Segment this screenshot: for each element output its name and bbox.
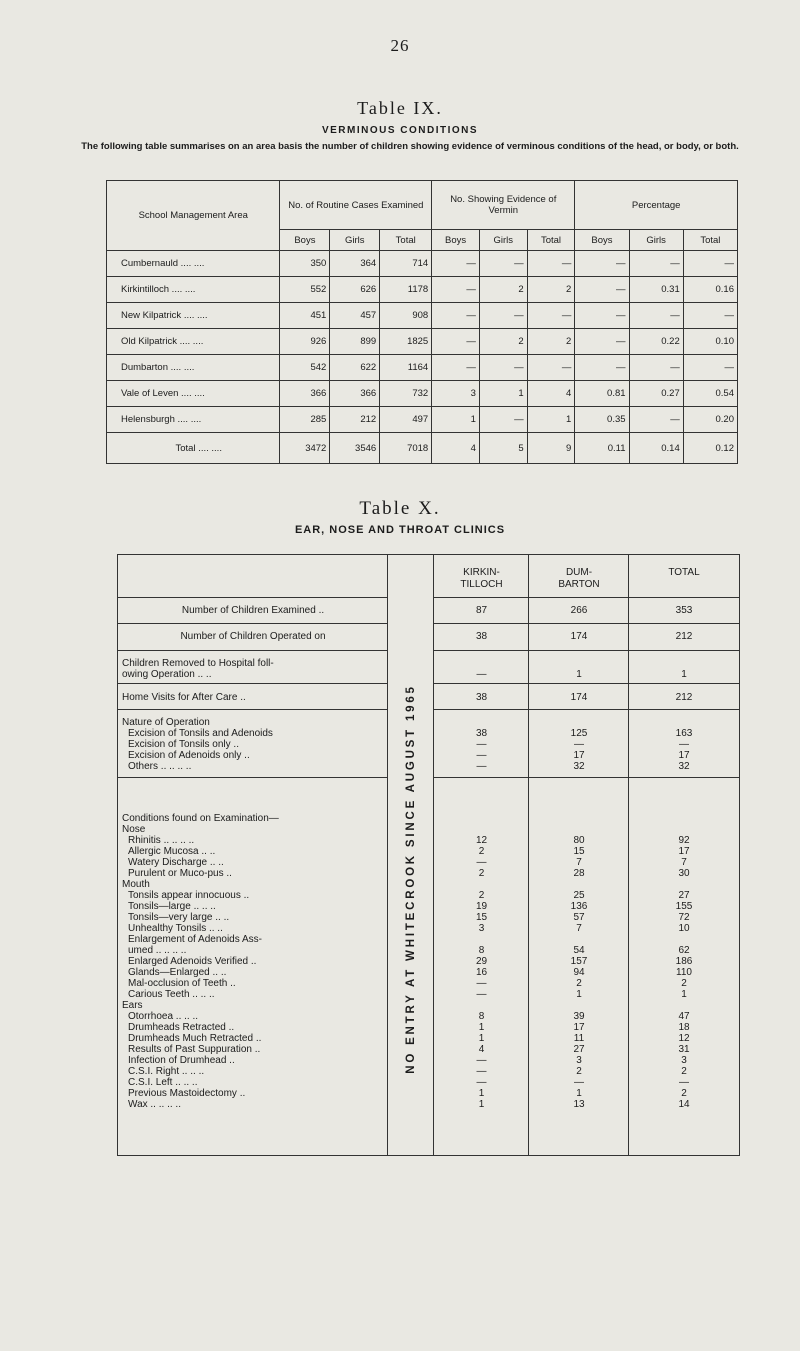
table-row: [118, 761, 739, 773]
table-cell: 2: [479, 329, 527, 355]
total-value: 12: [678, 1033, 690, 1044]
row-label: Tonsils—very large .. ..: [128, 912, 230, 923]
table-cell: 552: [280, 277, 330, 303]
kirkintilloch-value: —: [476, 857, 487, 868]
table-cell: 908: [380, 303, 432, 329]
dumbarton-value: 3: [576, 1055, 582, 1066]
dumbarton-value: 174: [570, 631, 588, 642]
dumbarton-value: 94: [573, 967, 585, 978]
table-cell: 457: [330, 303, 380, 329]
table-cell: —: [575, 251, 629, 277]
table-cell: 364: [330, 251, 380, 277]
total-value: 17: [678, 750, 690, 761]
table-cell: 2: [527, 277, 575, 303]
table-cell: —: [683, 303, 737, 329]
table9-description: The following table summarises on an area basis the number of children showing evidence of verminous conditions of the head, or body, or both.: [81, 141, 739, 152]
table-cell: 0.81: [575, 381, 629, 407]
table-cell: —: [629, 251, 683, 277]
total-value: 212: [675, 631, 693, 642]
table-cell: 4: [527, 381, 575, 407]
dumbarton-value: 174: [570, 692, 588, 703]
dumbarton-value: 125: [570, 728, 588, 739]
subheader-boys: Boys: [432, 230, 480, 251]
row-label: Conditions found on Examination—: [122, 813, 279, 824]
dumbarton-value: 80: [573, 835, 585, 846]
row-label: Nose: [122, 824, 146, 835]
kirkintilloch-value: 15: [475, 912, 488, 923]
table-cell: 2: [479, 277, 527, 303]
table-row: [118, 1099, 739, 1111]
table-cell: 3: [432, 381, 480, 407]
total-cell: 0.11: [575, 433, 629, 464]
table-cell: 1: [527, 407, 575, 433]
row-label: Drumheads Much Retracted ..: [128, 1033, 262, 1044]
row-label: Enlargement of Adenoids Ass-: [128, 934, 262, 945]
kirkintilloch-value: 12: [475, 835, 488, 846]
table-cell: 732: [380, 381, 432, 407]
kirkintilloch-value: 2: [478, 846, 485, 857]
kirkintilloch-value: —: [476, 978, 487, 989]
kirkintilloch-value: 16: [475, 967, 488, 978]
table10-heading: EAR, NOSE AND THROAT CLINICS: [294, 524, 506, 536]
total-value: 186: [675, 956, 693, 967]
kirkintilloch-value: 2: [478, 890, 485, 901]
dumbarton-value: 1: [576, 669, 582, 680]
kirkintilloch-value: 38: [475, 728, 488, 739]
table-cell: 212: [330, 407, 380, 433]
total-cell: 0.14: [629, 433, 683, 464]
table-cell: 0.16: [683, 277, 737, 303]
header-percentage: Percentage: [575, 181, 738, 230]
table-cell: 926: [280, 329, 330, 355]
table-cell: —: [629, 407, 683, 433]
kirkintilloch-value: —: [476, 1077, 487, 1088]
table-cell: 899: [330, 329, 380, 355]
row-label: Ears: [122, 1000, 143, 1011]
row-label: Wax .. .. .. ..: [128, 1099, 181, 1110]
total-value: 212: [675, 692, 693, 703]
row-label: C.S.I. Right .. .. ..: [128, 1066, 205, 1077]
kirkintilloch-value: 87: [475, 605, 488, 616]
total-value: 30: [678, 868, 690, 879]
row-label: Previous Mastoidectomy ..: [128, 1088, 246, 1099]
total-row: [107, 433, 738, 464]
total-value: 92: [678, 835, 690, 846]
ent-clinics-table: [117, 554, 740, 1156]
kirkintilloch-value: 4: [478, 1044, 485, 1055]
table-cell: 542: [280, 355, 330, 381]
table-row: [107, 381, 738, 407]
dumbarton-value: 157: [570, 956, 588, 967]
dumbarton-value: 2: [576, 1066, 582, 1077]
table-cell: —: [432, 277, 480, 303]
col-header-kirkintilloch: KIRKIN- TILLOCH: [460, 567, 503, 590]
table-cell: —: [527, 355, 575, 381]
total-value: 3: [681, 1055, 687, 1066]
row-label: Drumheads Retracted ..: [128, 1022, 235, 1033]
area-name: Old Kilpatrick .... ....: [107, 329, 280, 355]
total-value: 110: [676, 967, 692, 978]
table-cell: —: [479, 303, 527, 329]
kirkintilloch-value: 3: [478, 923, 485, 934]
subheader-boys: Boys: [280, 230, 330, 251]
table-cell: 2: [527, 329, 575, 355]
subheader-total: Total: [683, 230, 737, 251]
table9-title: Table IX.: [357, 98, 443, 118]
total-cell: 3472: [280, 433, 330, 464]
table9-heading: VERMINOUS CONDITIONS: [321, 125, 479, 136]
dumbarton-value: 32: [573, 761, 585, 772]
vermin-table: [106, 180, 738, 464]
subheader-total: Total: [380, 230, 432, 251]
table-row: [107, 407, 738, 433]
kirkintilloch-value: —: [476, 989, 487, 1000]
table-cell: —: [629, 355, 683, 381]
kirkintilloch-value: —: [476, 1055, 487, 1066]
kirkintilloch-value: 29: [475, 956, 488, 967]
kirkintilloch-value: 1: [478, 1099, 485, 1110]
kirkintilloch-value: 38: [475, 631, 488, 642]
total-cell: 7018: [380, 433, 432, 464]
table-cell: 0.20: [683, 407, 737, 433]
table-cell: —: [479, 407, 527, 433]
dumbarton-value: 11: [573, 1033, 585, 1044]
total-cell: 3546: [330, 433, 380, 464]
dumbarton-value: 1: [576, 989, 582, 1000]
total-value: 31: [678, 1044, 690, 1055]
dumbarton-value: 136: [570, 901, 588, 912]
col-header-total: TOTAL: [668, 567, 700, 578]
row-label: Home Visits for After Care ..: [122, 692, 246, 703]
total-value: 1: [681, 989, 687, 1000]
row-label: Excision of Adenoids only ..: [128, 750, 250, 761]
total-value: 47: [678, 1011, 690, 1022]
row-label: owing Operation .. ..: [122, 669, 212, 680]
kirkintilloch-value: 1: [478, 1088, 485, 1099]
area-name: Cumbernauld .... ....: [107, 251, 280, 277]
row-label: Number of Children Examined ..: [181, 605, 325, 616]
table-cell: —: [527, 303, 575, 329]
row-label: Purulent or Muco-pus ..: [128, 868, 232, 879]
total-value: 2: [681, 1088, 687, 1099]
row-label: C.S.I. Left .. .. ..: [128, 1077, 198, 1088]
table-cell: 451: [280, 303, 330, 329]
kirkintilloch-value: 8: [478, 1011, 485, 1022]
dumbarton-value: 1: [576, 1088, 582, 1099]
total-value: 2: [681, 1066, 687, 1077]
total-cell: 4: [432, 433, 480, 464]
header-area: School Management Area: [107, 181, 280, 251]
table-cell: 714: [380, 251, 432, 277]
row-label: Others .. .. .. ..: [128, 761, 192, 772]
table-cell: —: [683, 251, 737, 277]
kirkintilloch-value: —: [476, 750, 487, 761]
dumbarton-value: 7: [576, 857, 582, 868]
table-cell: 497: [380, 407, 432, 433]
table-cell: —: [575, 329, 629, 355]
table-cell: 366: [280, 381, 330, 407]
dumbarton-value: 39: [573, 1011, 585, 1022]
row-label: Children Removed to Hospital foll-: [122, 658, 274, 669]
table-row: [107, 329, 738, 355]
dumbarton-value: —: [574, 1077, 584, 1088]
total-value: 10: [678, 923, 690, 934]
subheader-total: Total: [527, 230, 575, 251]
table-cell: —: [683, 355, 737, 381]
kirkintilloch-value: 1: [478, 1022, 485, 1033]
total-value: 2: [681, 978, 687, 989]
subheader-girls: Girls: [330, 230, 380, 251]
header-vermin: No. Showing Evidence of Vermin: [432, 181, 575, 230]
row-label: Number of Children Operated on: [180, 631, 326, 642]
dumbarton-value: 27: [573, 1044, 585, 1055]
table-cell: 0.10: [683, 329, 737, 355]
table-cell: 622: [330, 355, 380, 381]
kirkintilloch-value: 2: [478, 868, 485, 879]
total-value: 353: [675, 605, 693, 616]
table-cell: —: [479, 251, 527, 277]
col-header-dumbarton: DUM- BARTON: [558, 567, 600, 590]
dumbarton-value: 54: [573, 945, 585, 956]
row-label: Infection of Drumhead ..: [128, 1055, 235, 1066]
dumbarton-value: 57: [573, 912, 585, 923]
row-label: Tonsils appear innocuous ..: [128, 890, 250, 901]
table-cell: —: [432, 329, 480, 355]
table-cell: 285: [280, 407, 330, 433]
total-value: 72: [678, 912, 690, 923]
kirkintilloch-value: —: [476, 669, 487, 680]
table-cell: 0.27: [629, 381, 683, 407]
row-label: Glands—Enlarged .. ..: [128, 967, 227, 978]
table-cell: —: [432, 303, 480, 329]
total-value: 163: [675, 728, 693, 739]
area-name: Vale of Leven .... ....: [107, 381, 280, 407]
subheader-boys: Boys: [575, 230, 629, 251]
kirkintilloch-value: 1: [478, 1033, 485, 1044]
area-name: Kirkintilloch .... ....: [107, 277, 280, 303]
row-label: Carious Teeth .. .. ..: [128, 989, 215, 1000]
table-cell: 0.54: [683, 381, 737, 407]
table-row: [107, 303, 738, 329]
total-value: —: [679, 1077, 689, 1088]
table-cell: —: [575, 303, 629, 329]
area-name: New Kilpatrick .... ....: [107, 303, 280, 329]
table-row: [118, 692, 739, 704]
kirkintilloch-value: 38: [475, 692, 488, 703]
kirkintilloch-value: —: [476, 761, 487, 772]
table-row: [107, 277, 738, 303]
kirkintilloch-value: 19: [475, 901, 488, 912]
table-cell: 0.31: [629, 277, 683, 303]
table-cell: —: [629, 303, 683, 329]
dumbarton-value: 2: [576, 978, 582, 989]
table-cell: —: [575, 277, 629, 303]
vertical-note: NO ENTRY AT WHITECROOK SINCE AUGUST 1965: [404, 684, 417, 1074]
row-label: Nature of Operation: [122, 717, 210, 728]
table-row: [107, 251, 738, 277]
total-cell: 5: [479, 433, 527, 464]
row-label: Allergic Mucosa .. ..: [128, 846, 216, 857]
table-cell: 0.22: [629, 329, 683, 355]
total-value: 7: [681, 857, 687, 868]
subheader-girls: Girls: [629, 230, 683, 251]
table-cell: 1: [432, 407, 480, 433]
dumbarton-value: 13: [573, 1099, 585, 1110]
total-cell: 9: [527, 433, 575, 464]
table-cell: 1164: [380, 355, 432, 381]
table-cell: —: [527, 251, 575, 277]
table-cell: 1178: [380, 277, 432, 303]
table-cell: 350: [280, 251, 330, 277]
header-cases-examined: No. of Routine Cases Examined: [280, 181, 432, 230]
table-cell: —: [479, 355, 527, 381]
dumbarton-value: 266: [570, 605, 588, 616]
subheader-girls: Girls: [479, 230, 527, 251]
table-row: [118, 631, 739, 643]
dumbarton-value: 15: [573, 846, 585, 857]
total-cell: 0.12: [683, 433, 737, 464]
row-label: Tonsils—large .. .. ..: [128, 901, 216, 912]
total-label: Total .... ....: [107, 433, 280, 464]
row-label: Otorrhoea .. .. ..: [128, 1011, 199, 1022]
table-cell: —: [432, 355, 480, 381]
row-label: Mal-occlusion of Teeth ..: [128, 978, 236, 989]
row-label: Excision of Tonsils only ..: [128, 739, 239, 750]
table-cell: 1: [479, 381, 527, 407]
total-value: —: [679, 739, 689, 750]
dumbarton-value: 17: [573, 1022, 585, 1033]
row-label: Unhealthy Tonsils .. ..: [128, 923, 223, 934]
kirkintilloch-value: —: [476, 1066, 487, 1077]
table-row: [107, 355, 738, 381]
table-cell: 0.35: [575, 407, 629, 433]
table-cell: 626: [330, 277, 380, 303]
dumbarton-value: 7: [576, 923, 582, 934]
page-number: 26: [390, 36, 410, 55]
table-cell: —: [432, 251, 480, 277]
row-label: Watery Discharge .. ..: [128, 857, 224, 868]
row-label: Rhinitis .. .. .. ..: [128, 835, 195, 846]
area-name: Helensburgh .... ....: [107, 407, 280, 433]
table-row: [118, 605, 739, 617]
table-row: [118, 669, 739, 681]
kirkintilloch-value: —: [476, 739, 487, 750]
dumbarton-value: 17: [573, 750, 585, 761]
table-cell: 366: [330, 381, 380, 407]
dumbarton-value: 25: [573, 890, 585, 901]
table-cell: 1825: [380, 329, 432, 355]
row-label: Results of Past Suppuration ..: [128, 1044, 261, 1055]
row-label: Excision of Tonsils and Adenoids: [128, 728, 273, 739]
kirkintilloch-value: 8: [478, 945, 485, 956]
row-label: umed .. .. .. ..: [128, 945, 187, 956]
total-value: 1: [681, 669, 687, 680]
total-value: 18: [678, 1022, 690, 1033]
total-value: 32: [678, 761, 690, 772]
total-value: 155: [675, 901, 693, 912]
total-value: 62: [678, 945, 690, 956]
dumbarton-value: —: [574, 739, 584, 750]
total-value: 27: [678, 890, 690, 901]
row-label: Enlarged Adenoids Verified ..: [128, 956, 257, 967]
row-label: Mouth: [122, 879, 150, 890]
area-name: Dumbarton .... ....: [107, 355, 280, 381]
total-value: 14: [678, 1099, 690, 1110]
dumbarton-value: 28: [573, 868, 585, 879]
total-value: 17: [678, 846, 690, 857]
table-cell: —: [575, 355, 629, 381]
table10-title: Table X.: [359, 498, 441, 519]
